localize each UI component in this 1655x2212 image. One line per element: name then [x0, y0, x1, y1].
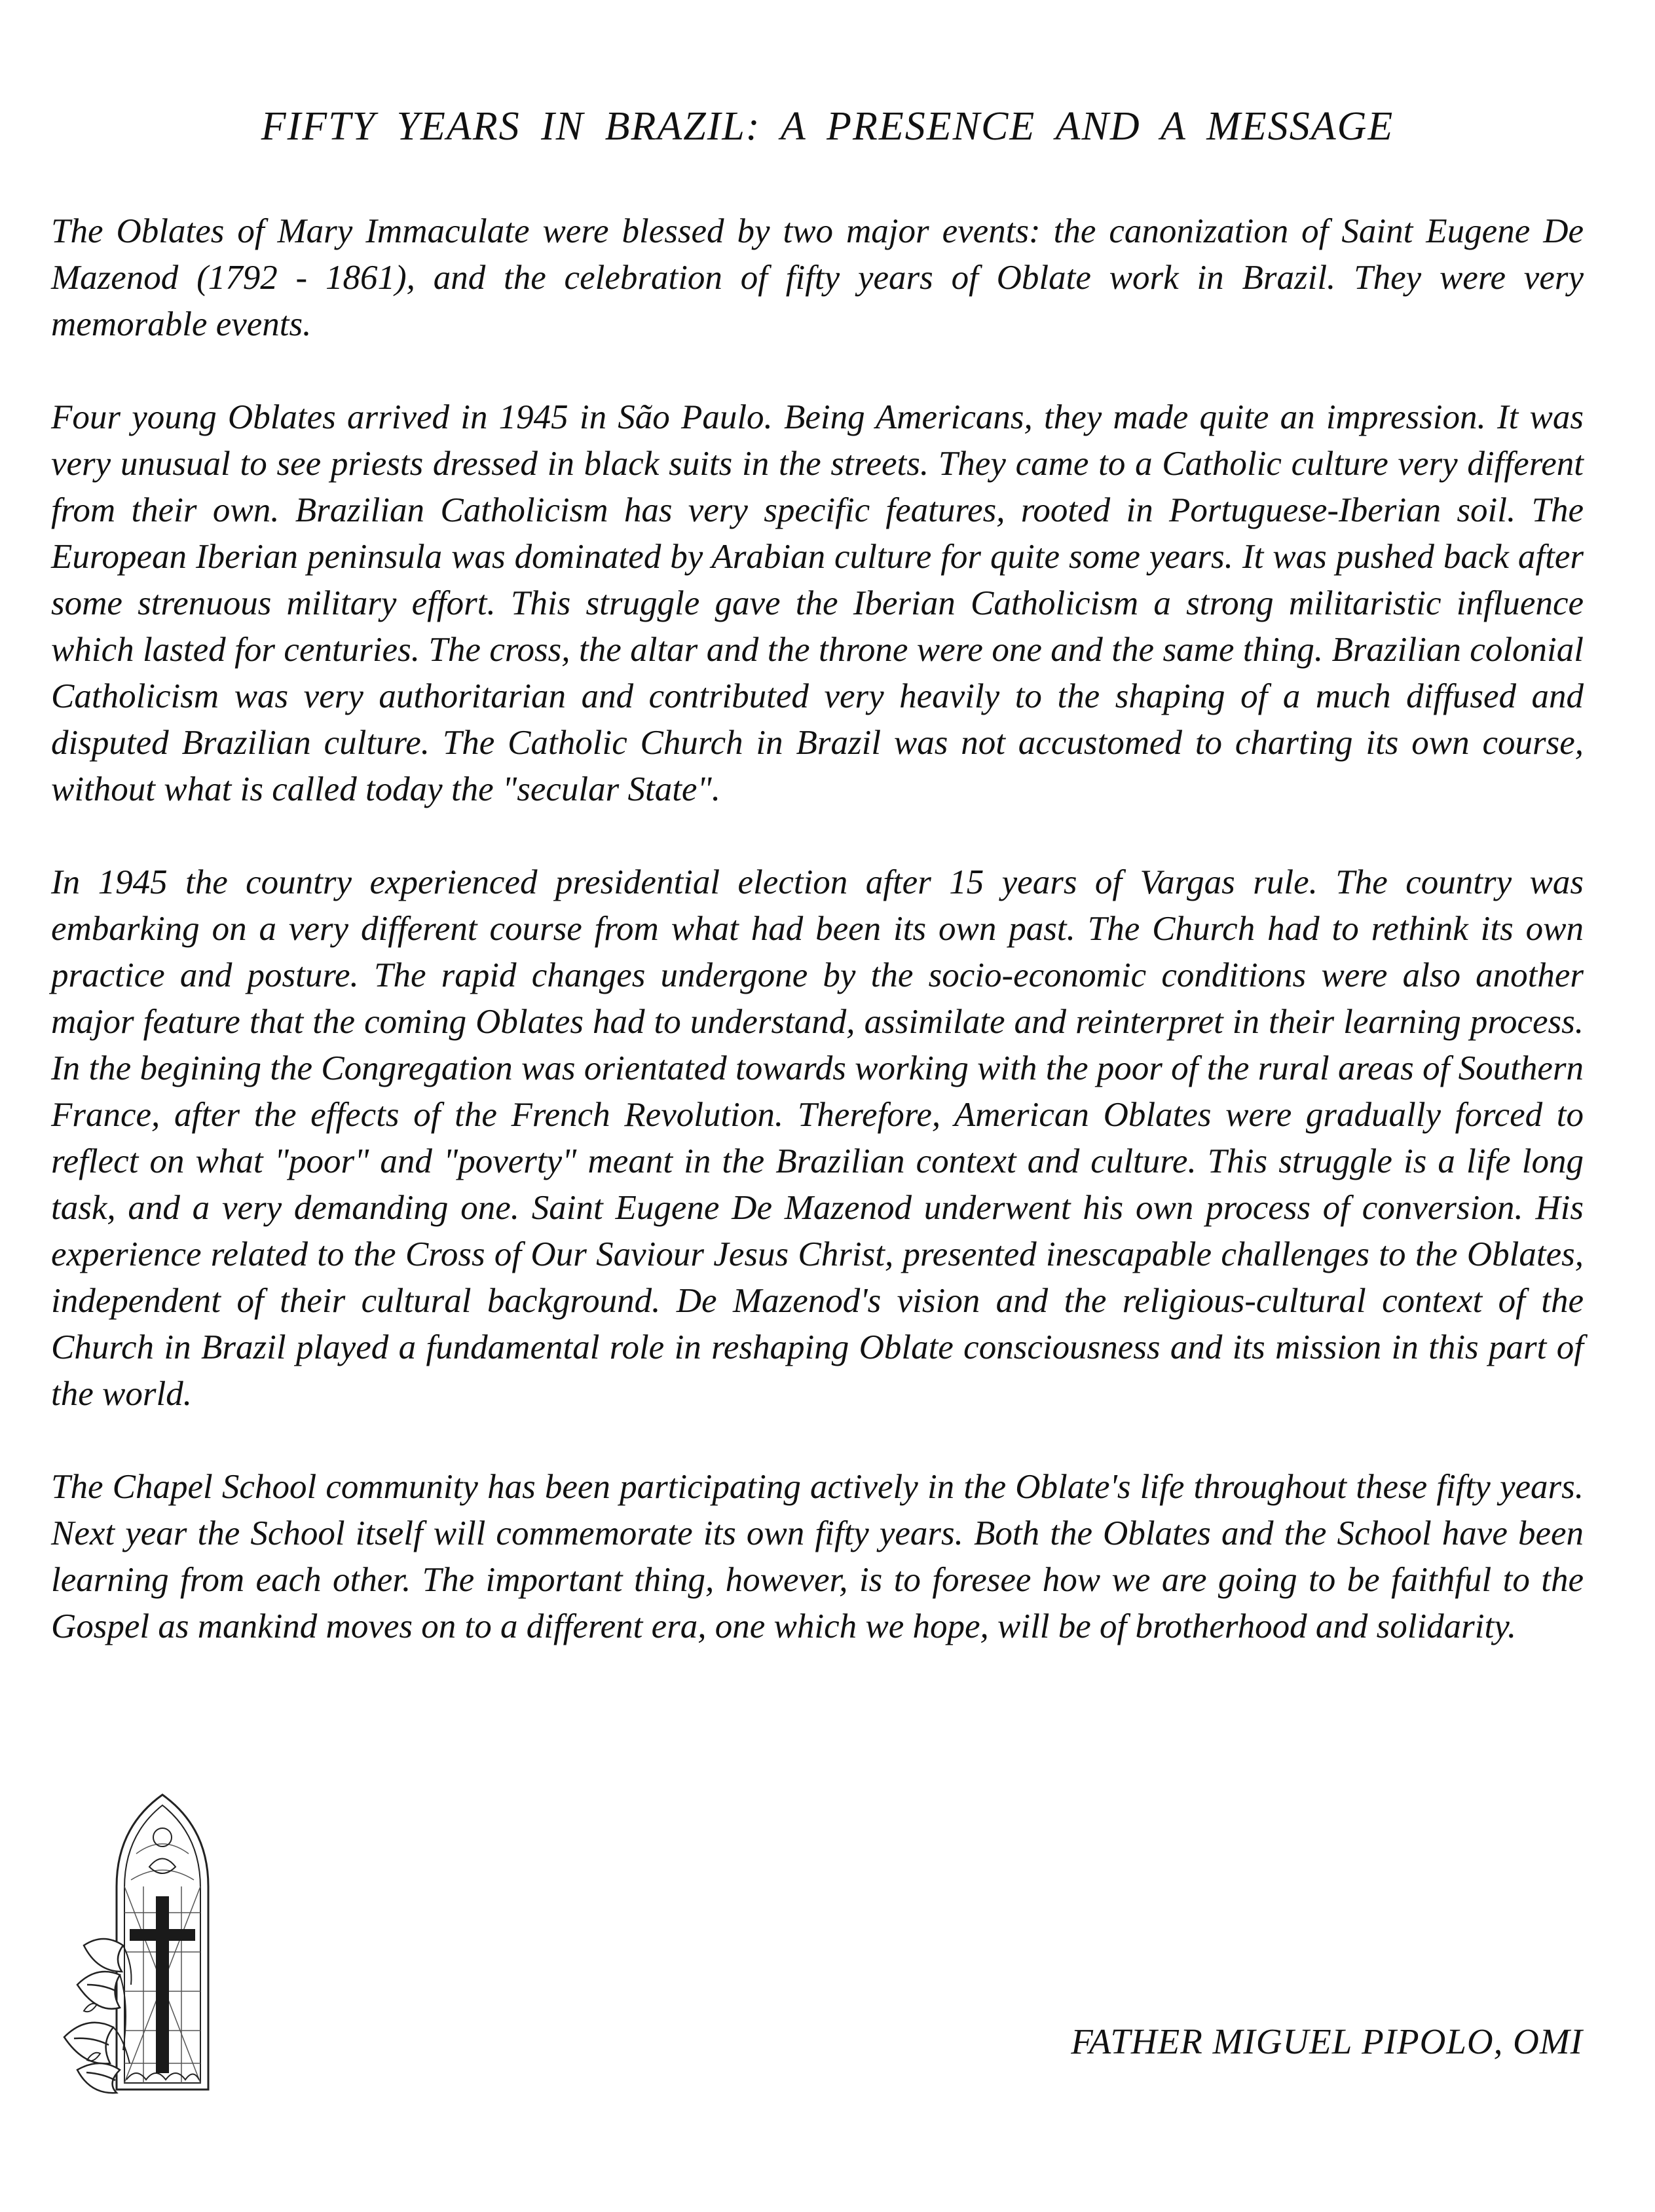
- signature: FATHER MIGUEL PIPOLO, OMI: [1071, 2021, 1583, 2061]
- paragraph-4: The Chapel School community has been participating actively in the Oblate's life throughout these fifty years. Next year the School itself will commemorate its own fifty years. Both the Oblates and the School have been learning from each other. The important thing, however, is to foresee how we are going to be faithful to the Gospel as mankind moves on to a different era, one which we hope, will be of brotherhood and solidarity.: [51, 1468, 1584, 1645]
- paragraph-3: In 1945 the country experienced presidential election after 15 years of Vargas rule. The country was embarking on a very different course from what had been its own past. The Church had to rethink its own practice and posture. The rapid changes undergone by the socio-economic conditions were also another major feature that the coming Oblates had to understand, assimilate and reinterpret in their learning process. In the begining the Congregation was orientated towards working with the poor of the rural areas of Southern France, after the effects of the French Revolution. Therefore, American Oblates were gradually forced to reflect on what "poor" and "poverty" meant in the Brazilian context and culture. This struggle is a life long task, and a very demanding one. Saint Eugene De Mazenod underwent his own process of conversion. His experience related to the Cross of Our Saviour Jesus Christ, presented inescapable challenges to the Oblates, independent of their cultural background. De Mazenod's vision and the religious-cultural context of the Church in Brazil played a fundamental role in reshaping Oblate consciousness and its mission in this part of the world.: [51, 863, 1584, 1413]
- stained-glass-window-cross-lilies-icon: [58, 1788, 254, 2096]
- paragraph-1: The Oblates of Mary Immaculate were blessed by two major events: the canonization of Saint Eugene De Mazenod (1792 - 1861), and the celebration of fifty years of Oblate work in Brazil. They were very memorable events.: [51, 212, 1584, 343]
- paragraph-2: Four young Oblates arrived in 1945 in São Paulo. Being Americans, they made quite an impression. It was very unusual to see priests dressed in black suits in the streets. They came to a Catholic culture very different from their own. Brazilian Catholicism has very specific features, rooted in Portuguese-Iberian soil. The European Iberian peninsula was dominated by Arabian culture for quite some years. It was pushed back after some strenuous military effort. This struggle gave the Iberian Catholicism a strong militaristic influence which lasted for centuries. The cross, the altar and the throne were one and the same thing. Brazilian colonial Catholicism was very authoritarian and contributed very heavily to the shaping of a much diffused and disputed Brazilian culture. The Catholic Church in Brazil was not accustomed to charting its own course, without what is called today the "secular State".: [51, 398, 1584, 808]
- page-title: FIFTY YEARS IN BRAZIL: A PRESENCE AND A MESSAGE: [261, 104, 1394, 149]
- body-text: [51, 208, 1584, 1696]
